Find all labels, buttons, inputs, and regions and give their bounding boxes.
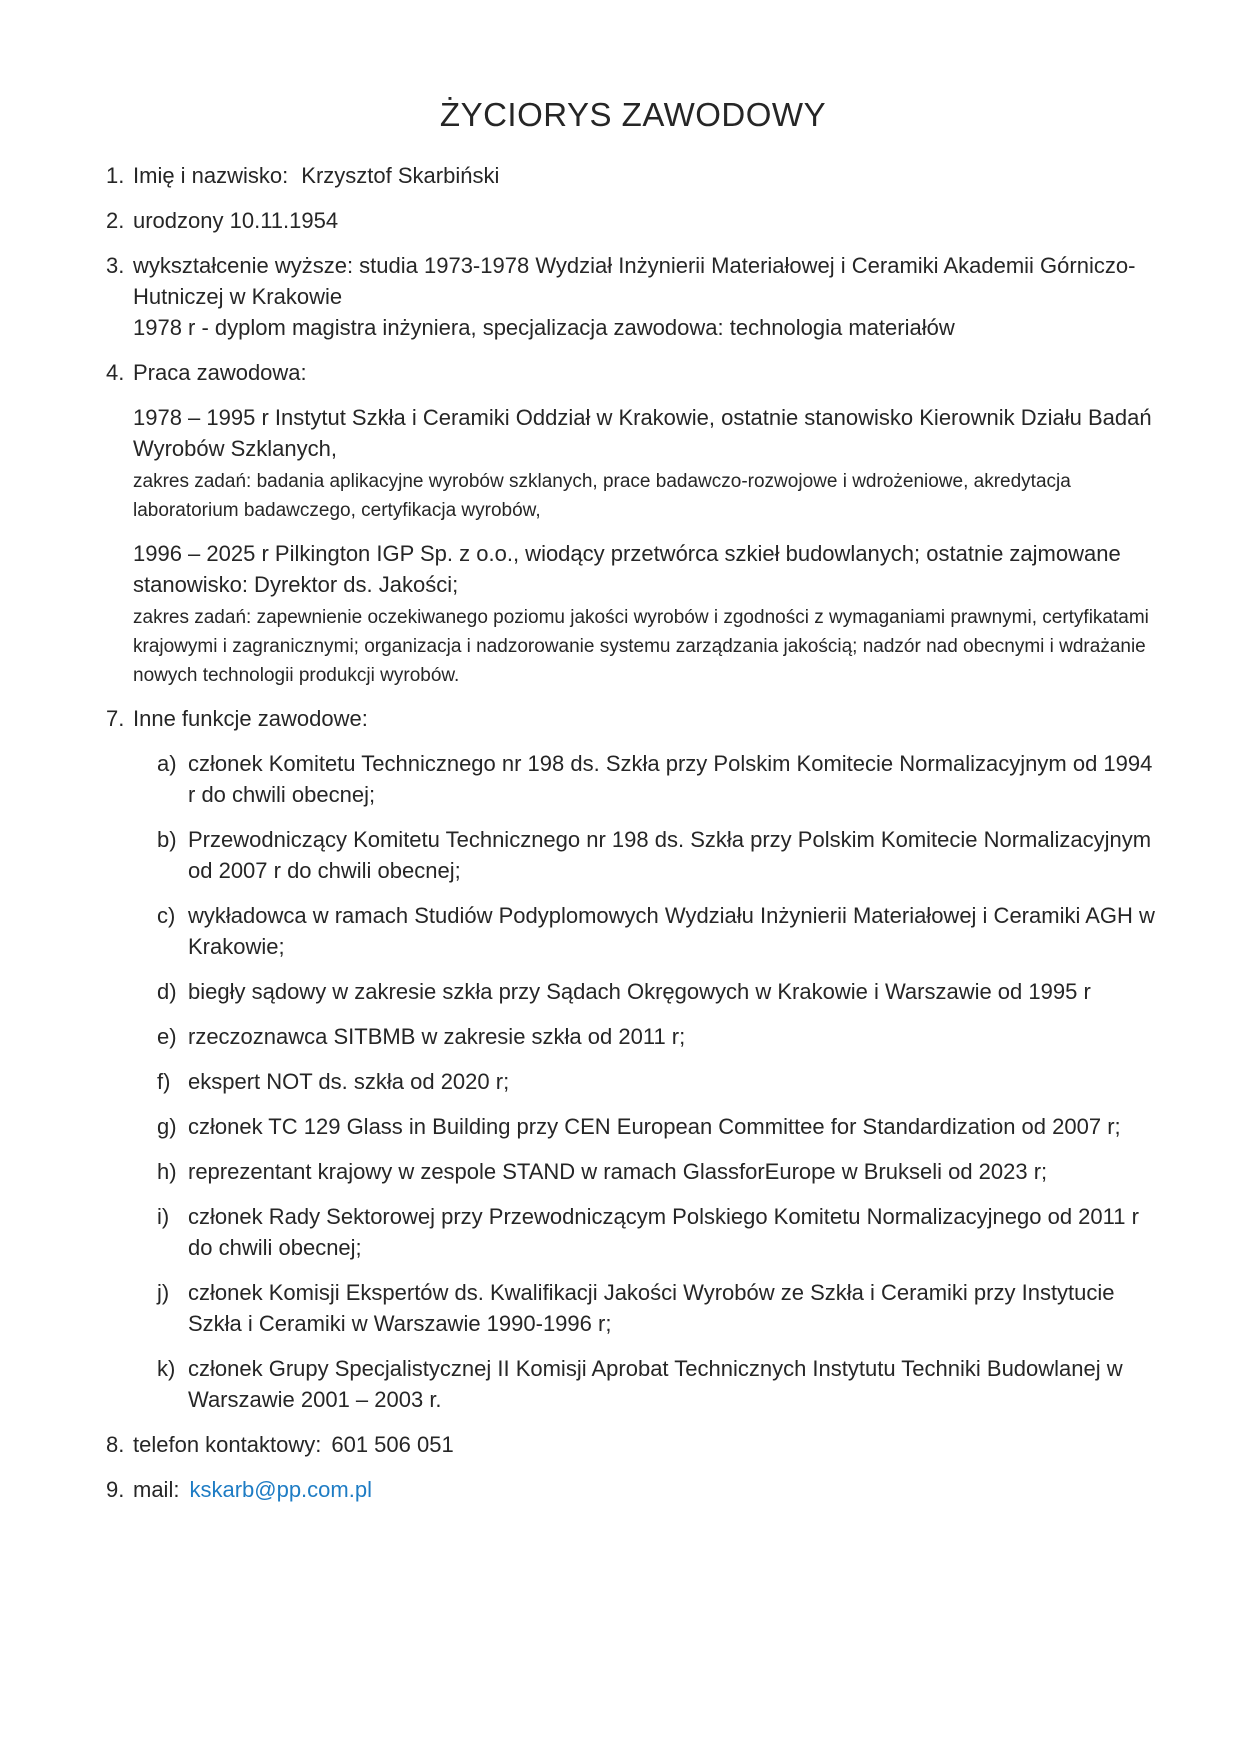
name-value: Krzysztof Skarbiński	[301, 163, 500, 188]
name-label: Imię i nazwisko:	[133, 163, 289, 188]
phone-label: telefon kontaktowy:	[133, 1432, 322, 1457]
list-item-text: członek TC 129 Glass in Building przy CEN European Committee for Standardization od 2007 r;	[188, 1114, 1121, 1139]
item-number: 1.	[106, 163, 125, 188]
birthdate-text: urodzony 10.11.1954	[133, 208, 339, 233]
document-title: ŻYCIORYS ZAWODOWY	[439, 96, 827, 133]
item-number: 7.	[106, 706, 125, 731]
item-email	[106, 1474, 1160, 1505]
list-item-letter: f)	[157, 1069, 171, 1094]
item-number: 3.	[106, 253, 125, 278]
list-item-text: członek Komitetu Technicznego nr 198 ds. Szkła przy Polskim Komitecie Normalizacyjnym od 1994 r do chwili obecnej;	[188, 751, 1153, 807]
list-item-letter: g)	[157, 1114, 177, 1139]
list-item-letter: b)	[157, 827, 177, 852]
email-label: mail:	[133, 1477, 180, 1502]
item-number: 4.	[106, 360, 125, 385]
list-item-letter: h)	[157, 1159, 177, 1184]
other-functions-list	[106, 748, 1160, 1415]
item-other-functions-heading	[106, 703, 1160, 734]
item-name-surname	[106, 160, 1160, 191]
list-item	[157, 1021, 1160, 1052]
list-item	[157, 976, 1160, 1007]
item-work-heading	[106, 357, 1160, 388]
email-link[interactable]: kskarb@pp.com.pl	[189, 1477, 372, 1502]
job-period-line: 1996 – 2025 r Pilkington IGP Sp. z o.o., wiodący przetwórca szkieł budowlanych; ostatnie zajmowane stanowisko: Dyrektor ds. Jakości;	[133, 541, 1121, 597]
list-item-letter: d)	[157, 979, 177, 1004]
list-item-letter: j)	[157, 1280, 170, 1305]
email-line	[133, 1474, 1160, 1505]
list-item	[157, 1066, 1160, 1097]
job-period-line: 1978 – 1995 r Instytut Szkła i Ceramiki Oddział w Krakowie, ostatnie stanowisko Kierownik Działu Badań Wyrobów Szklanych,	[133, 405, 1152, 461]
job-tasks: zakres zadań: badania aplikacyjne wyrobów szklanych, prace badawczo-rozwojowe i wdrożeniowe, akredytacja laboratorium badawczego, certyfikacja wyrobów,	[133, 471, 1071, 521]
list-item-text: ekspert NOT ds. szkła od 2020 r;	[188, 1069, 510, 1094]
list-item-letter: k)	[157, 1356, 176, 1381]
item-number: 8.	[106, 1432, 125, 1457]
item-education	[106, 250, 1160, 343]
list-item-text: członek Komisji Ekspertów ds. Kwalifikacji Jakości Wyrobów ze Szkła i Ceramiki przy Instytucie Szkła i Ceramiki w Warszawie 1990-1996 r;	[188, 1280, 1115, 1336]
list-item-letter: c)	[157, 903, 176, 928]
list-item	[157, 748, 1160, 810]
list-item-text: rzeczoznawca SITBMB w zakresie szkła od 2011 r;	[188, 1024, 686, 1049]
list-item	[157, 824, 1160, 886]
other-functions-heading: Inne funkcje zawodowe:	[133, 706, 368, 731]
education-diploma-line: 1978 r - dyplom magistra inżyniera, specjalizacja zawodowa: technologia materiałów	[133, 315, 955, 340]
list-item-text: wykładowca w ramach Studiów Podyplomowych Wydziału Inżynierii Materiałowej i Ceramiki AGH w Krakowie;	[188, 903, 1155, 959]
list-item-text: członek Grupy Specjalistycznej II Komisji Aprobat Technicznych Instytutu Techniki Budowlanej w Warszawie 2001 – 2003 r.	[188, 1356, 1123, 1412]
list-item-letter: e)	[157, 1024, 177, 1049]
item-birthdate	[106, 205, 1160, 236]
job-entry	[133, 538, 1160, 690]
phone-value: 601 506 051	[331, 1432, 454, 1457]
list-item	[157, 1156, 1160, 1187]
list-item-text: Przewodniczący Komitetu Technicznego nr 198 ds. Szkła przy Polskim Komitecie Normalizacyjnym od 2007 r do chwili obecnej;	[188, 827, 1152, 883]
list-item	[157, 1111, 1160, 1142]
list-item-text: reprezentant krajowy w zespole STAND w ramach GlassforEurope w Brukseli od 2023 r;	[188, 1159, 1048, 1184]
list-item-letter: a)	[157, 751, 177, 776]
phone-line	[133, 1429, 1160, 1460]
list-item-text: biegły sądowy w zakresie szkła przy Sądach Okręgowych w Krakowie i Warszawie od 1995 r	[188, 979, 1091, 1004]
job-entry	[133, 402, 1160, 525]
list-item	[157, 1353, 1160, 1415]
list-item	[157, 900, 1160, 962]
work-heading: Praca zawodowa:	[133, 360, 307, 385]
list-item-text: członek Rady Sektorowej przy Przewodniczącym Polskiego Komitetu Normalizacyjnego od 2011 r do chwili obecnej;	[188, 1204, 1139, 1260]
item-number: 2.	[106, 208, 125, 233]
list-item	[157, 1277, 1160, 1339]
list-item	[157, 1201, 1160, 1263]
education-text: wykształcenie wyższe: studia 1973-1978 Wydział Inżynierii Materiałowej i Ceramiki Akademii Górniczo-Hutniczej w Krakowie	[133, 253, 1136, 309]
job-tasks: zakres zadań: zapewnienie oczekiwanego poziomu jakości wyrobów i zgodności z wymaganiami prawnymi, certyfikatami krajowymi i zagranicznymi; organizacja i nadzorowanie systemu zarządzania jakością; nadzór nad obecnymi i wdrażanie nowych technologii produkcji wyrobów.	[133, 607, 1149, 686]
work-history	[133, 402, 1160, 690]
name-line	[133, 160, 1160, 191]
item-number: 9.	[106, 1477, 125, 1502]
item-phone	[106, 1429, 1160, 1460]
list-item-letter: i)	[157, 1204, 170, 1229]
